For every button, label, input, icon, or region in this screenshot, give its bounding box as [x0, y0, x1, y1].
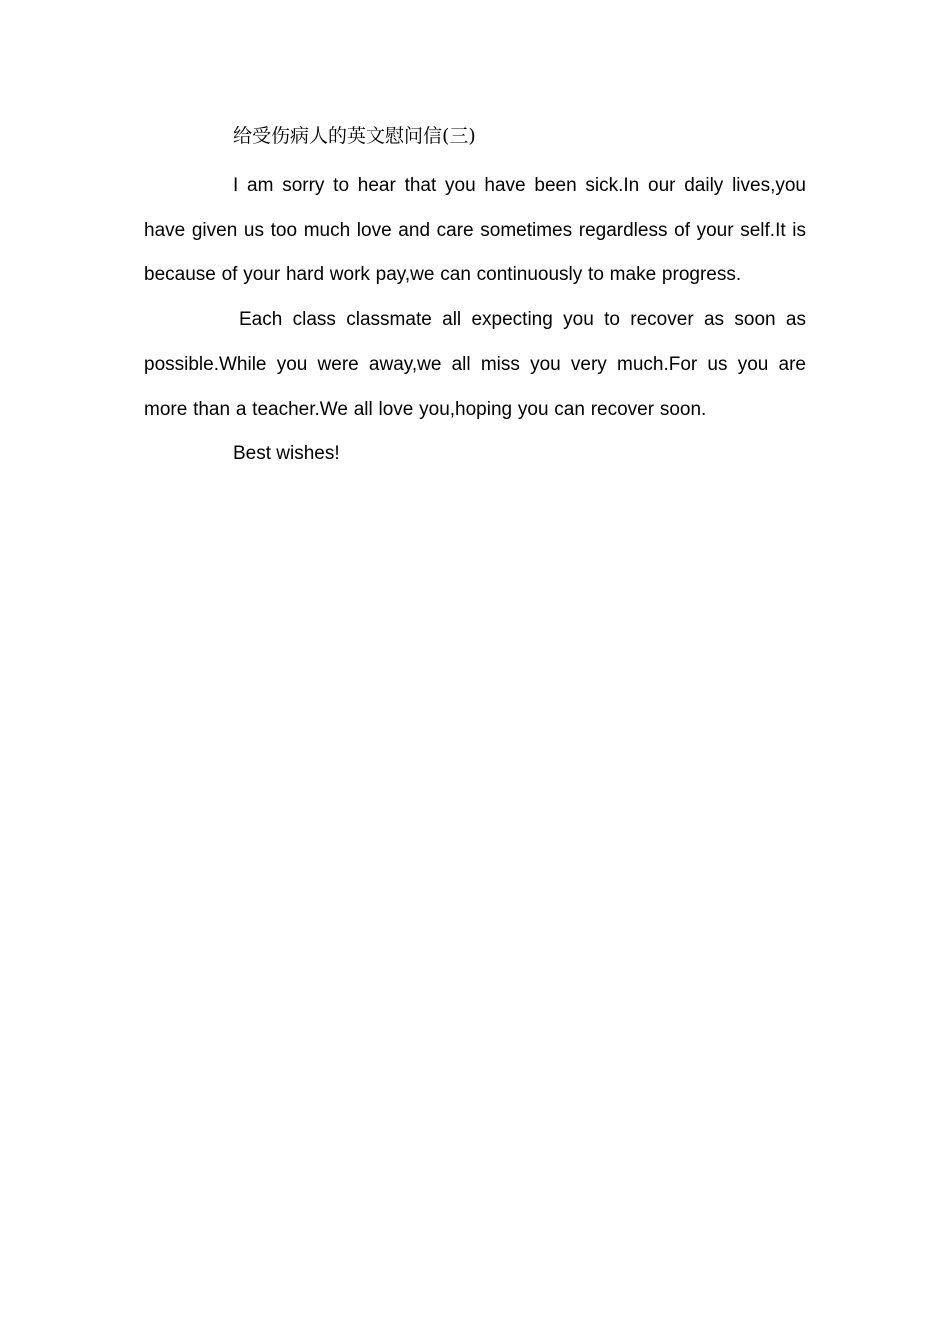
- letter-closing: Best wishes!: [233, 443, 340, 465]
- paragraph-2: Each class classmate all expecting you to recover as soon as possible.While you were away,we all miss you very much.For us you are more than a teacher.We all love you,hoping you can recover soon.: [144, 309, 806, 420]
- paragraph-1: I am sorry to hear that you have been sick.In our daily lives,you have given us too much love and care sometimes regardless of your self.It is because of your hard work pay,we can continuously to make progress.: [144, 175, 806, 286]
- letter-title: 给受伤病人的英文慰问信(三): [233, 125, 476, 147]
- letter-body: [144, 116, 806, 477]
